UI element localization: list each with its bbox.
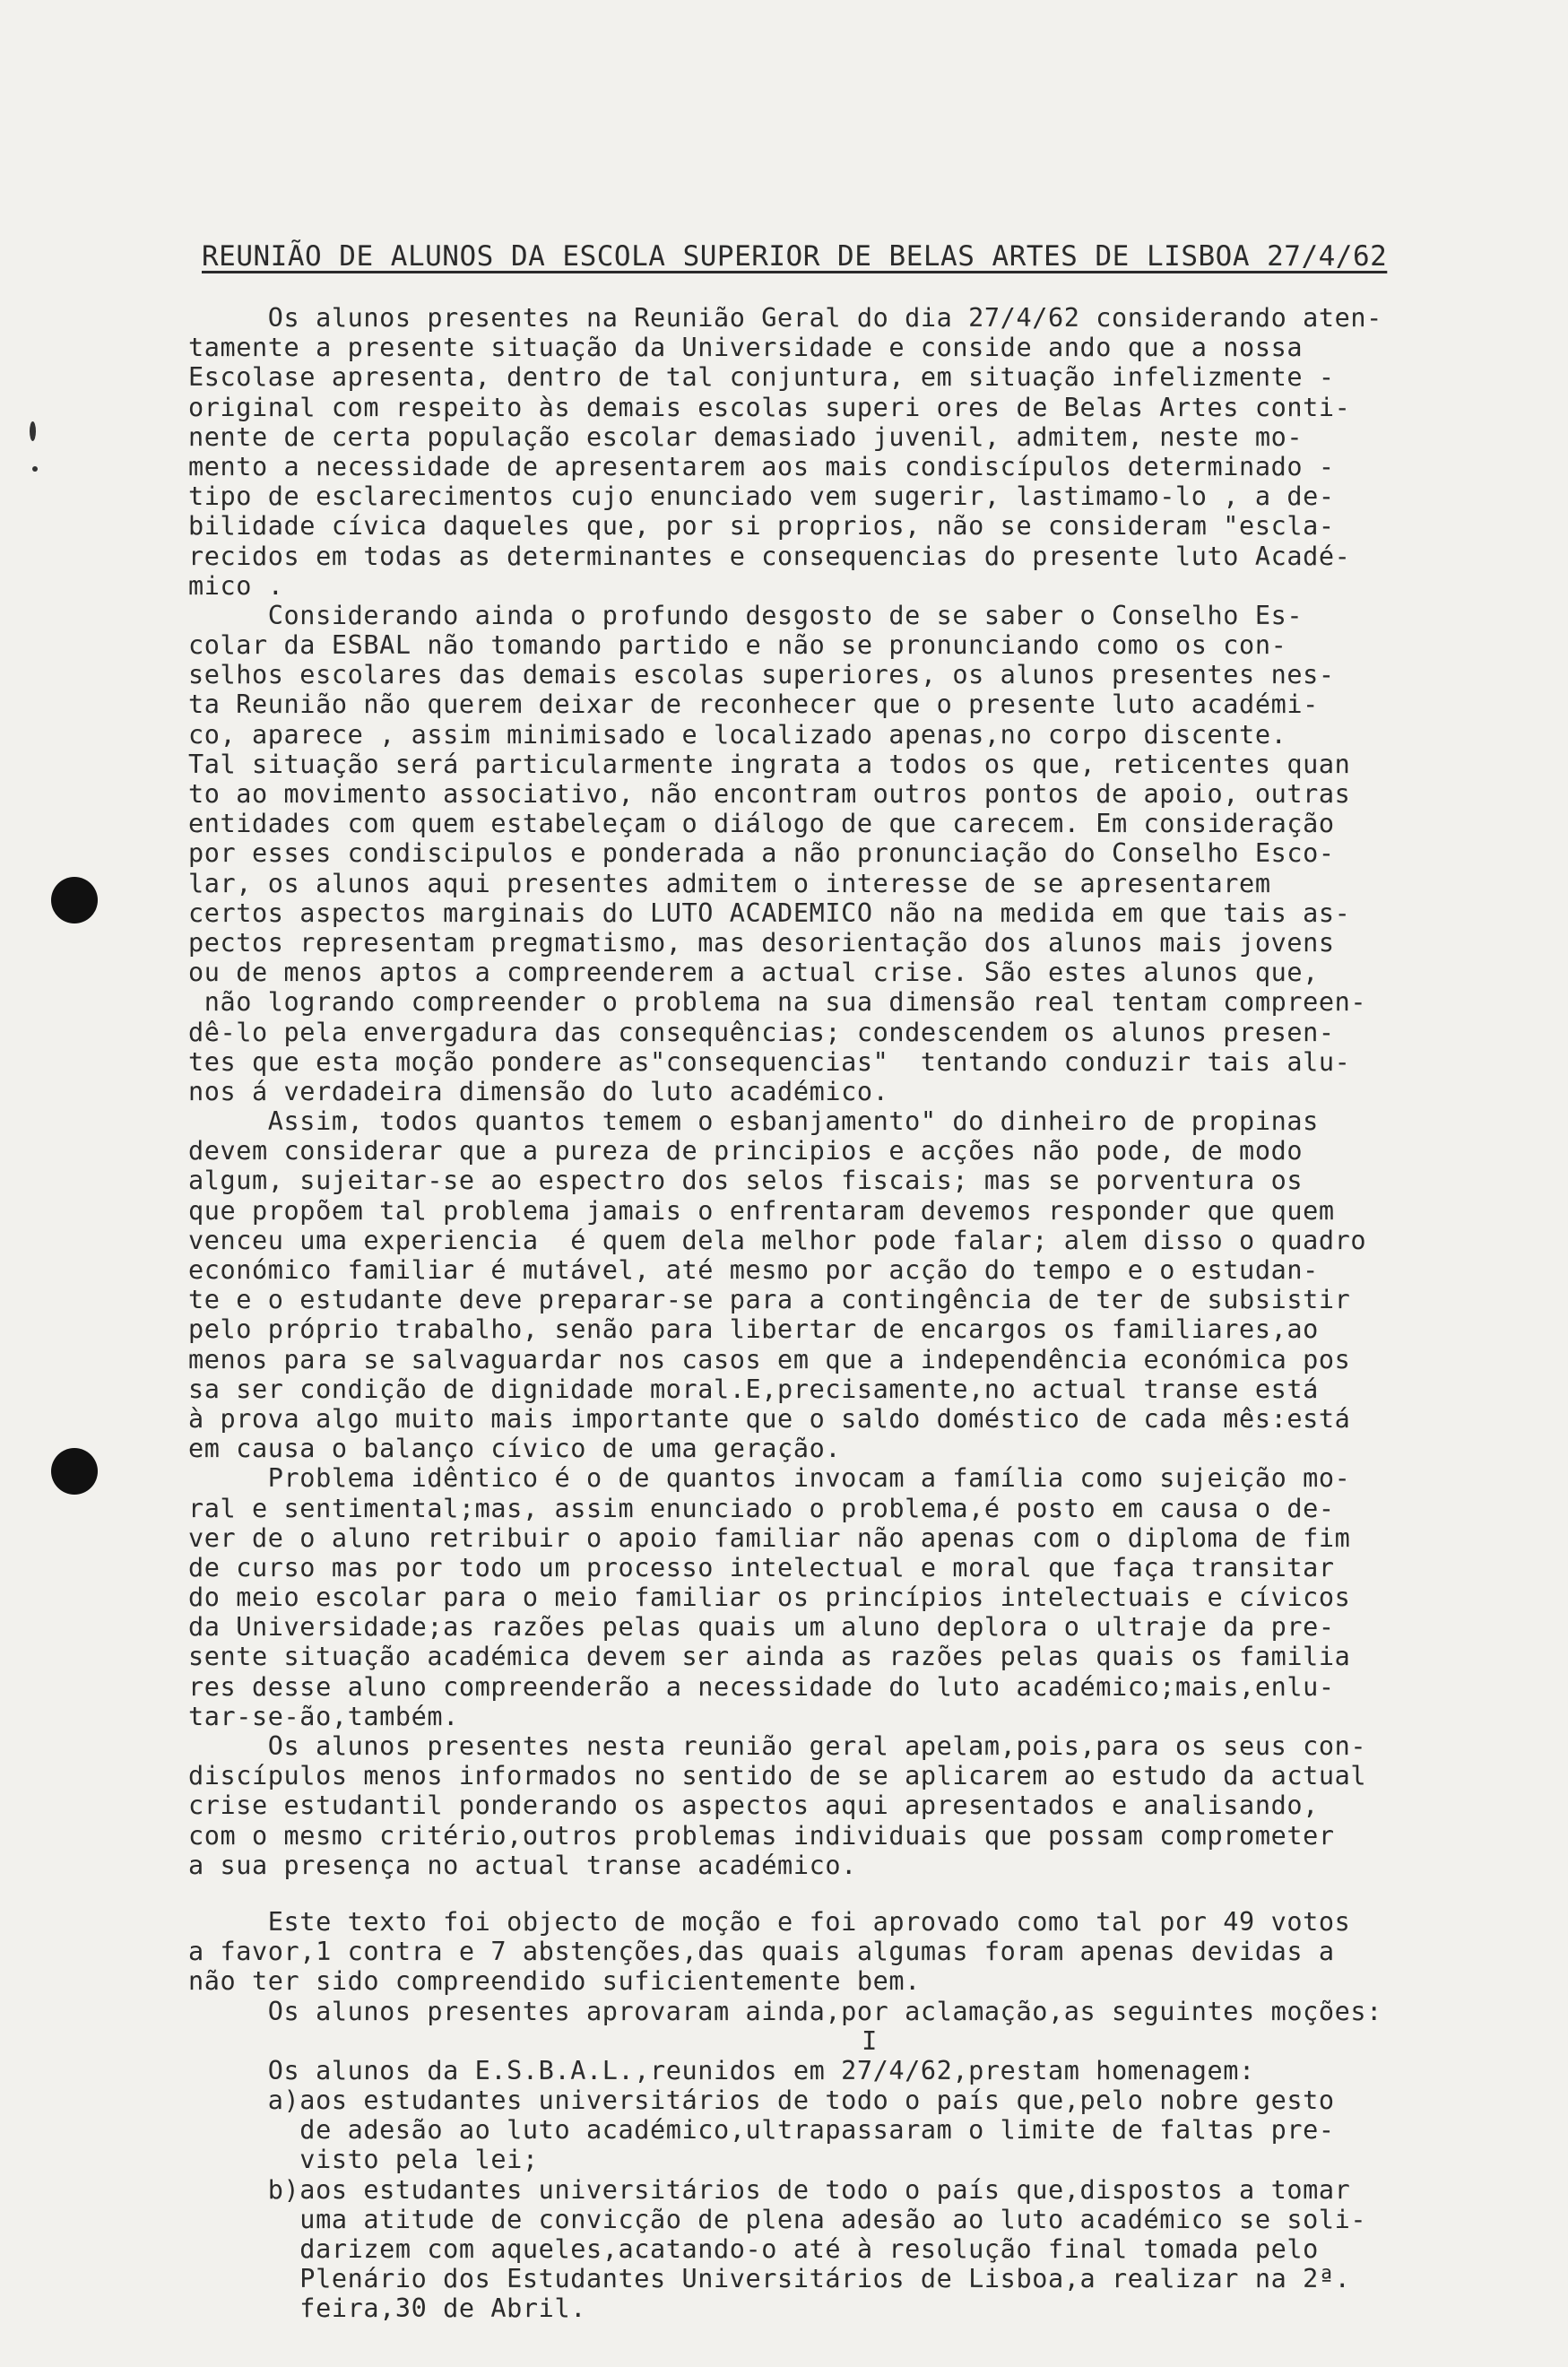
paragraph-1: [188, 303, 1551, 601]
text-line: recidos em todas as determinantes e consequencias do presente luto Acadé-: [188, 541, 1351, 571]
text-line: lar, os alunos aqui presentes admitem o interesse de se apresentarem: [188, 868, 1271, 898]
text-line: pectos representam pregmatismo, mas desorientação dos alunos mais jovens: [188, 927, 1335, 958]
text-line: tar-se-ão,também.: [188, 1701, 459, 1731]
text-line: Problema idêntico é o de quantos invocam a família como sujeição mo-: [188, 1463, 1351, 1494]
text-line: Assim, todos quantos temem o esbanjamento" do dinheiro de propinas: [188, 1106, 1319, 1137]
text-line: com o mesmo critério,outros problemas individuais que possam comprometer: [188, 1820, 1335, 1851]
punch-hole: [51, 877, 98, 923]
motion-number: I: [862, 2025, 878, 2056]
text-line: menos para se salvaguardar nos casos em que a independência económica pos: [188, 1344, 1351, 1374]
text-line: tes que esta moção pondere as"consequencias" tentando conduzir tais alu-: [188, 1046, 1351, 1077]
text-line: bilidade cívica daqueles que, por si proprios, não se consideram "escla-: [188, 511, 1335, 542]
motion-items: [188, 2085, 1551, 2324]
text-line: da Universidade;as razões pelas quais um aluno deplora o ultraje da pre-: [188, 1612, 1335, 1643]
text-line: mento a necessidade de apresentarem aos mais condiscípulos determinado -: [188, 451, 1335, 481]
text-line: co, aparece , assim minimisado e localizado apenas,no corpo discente.: [188, 719, 1287, 750]
ink-mark: [32, 466, 38, 472]
text-line: à prova algo muito mais importante que o saldo doméstico de cada mês:está: [188, 1403, 1351, 1434]
text-line: dê-lo pela envergadura das consequências; condescendem os alunos presen-: [188, 1017, 1335, 1047]
ink-mark: [30, 421, 36, 441]
text-line: por esses condiscipulos e ponderada a não pronunciação do Conselho Esco-: [188, 838, 1335, 869]
text-line: entidades com quem estabeleçam o diálogo de que carecem. Em consideração: [188, 809, 1335, 839]
text-line: não logrando compreender o problema na sua dimensão real tentam compreen-: [188, 987, 1367, 1018]
text-line: ou de menos aptos a compreenderem a actual crise. São estes alunos que,: [188, 958, 1319, 988]
text-line: colar da ESBAL não tomando partido e não se pronunciando como os con-: [188, 630, 1287, 661]
text-line: a)aos estudantes universitários de todo o país que,pelo nobre gesto: [188, 2085, 1335, 2116]
text-line: ta Reunião não querem deixar de reconhecer que o presente luto académi-: [188, 689, 1319, 720]
text-line: em causa o balanço cívico de uma geração.: [188, 1434, 842, 1464]
text-line: discípulos menos informados no sentido de se aplicarem ao estudo da actual: [188, 1761, 1367, 1791]
text-line: nos á verdadeira dimensão do luto académico.: [188, 1076, 889, 1106]
text-line: económico familiar é mutável, até mesmo por acção do tempo e o estudan-: [188, 1255, 1319, 1285]
text-line: b)aos estudantes universitários de todo o país que,dispostos a tomar: [188, 2174, 1351, 2205]
text-line: Os alunos presentes aprovaram ainda,por aclamação,as seguintes moções:: [188, 1996, 1382, 2026]
text-line: devem considerar que a pureza de principios e acções não pode, de modo: [188, 1136, 1304, 1166]
document-body: [188, 303, 1551, 2324]
text-line: tamente a presente situação da Universidade e conside ando que a nossa: [188, 333, 1304, 363]
text-line: uma atitude de convicção de plena adesão ao luto académico se soli-: [188, 2204, 1367, 2234]
text-line: Plenário dos Estudantes Universitários de Lisboa,a realizar na 2ª.: [188, 2264, 1351, 2294]
text-line: de curso mas por todo um processo intelectual e moral que faça transitar: [188, 1552, 1335, 1582]
text-line: Considerando ainda o profundo desgosto de se saber o Conselho Es-: [188, 600, 1304, 630]
text-line: Os alunos presentes nesta reunião geral apelam,pois,para os seus con-: [188, 1731, 1367, 1761]
text-line: a favor,1 contra e 7 abstenções,das quais algumas foram apenas devidas a: [188, 1937, 1335, 1967]
text-line: Este texto foi objecto de moção e foi aprovado como tal por 49 votos: [188, 1906, 1351, 1937]
text-line: Tal situação será particularmente ingrata a todos os que, reticentes quan: [188, 749, 1351, 779]
paragraph-4: [188, 1463, 1551, 1731]
text-line: tipo de esclarecimentos cujo enunciado vem sugerir, lastimamo-lo , a de-: [188, 481, 1335, 512]
text-line: original com respeito às demais escolas superi ores de Belas Artes conti-: [188, 392, 1351, 422]
text-line: to ao movimento associativo, não encontram outros pontos de apoio, outras: [188, 779, 1351, 809]
text-line: mico .: [188, 570, 284, 601]
text-line: sente situação académica devem ser ainda as razões pelas quais os familia: [188, 1642, 1351, 1672]
text-line: venceu uma experiencia é quem dela melhor pode falar; alem disso o quadro: [188, 1225, 1367, 1255]
text-line: Os alunos presentes na Reunião Geral do dia 27/4/62 considerando aten-: [188, 303, 1382, 333]
text-line: do meio escolar para o meio familiar os princípios intelectuais e cívicos: [188, 1582, 1351, 1613]
text-line: Escolase apresenta, dentro de tal conjuntura, em situação infelizmente -: [188, 362, 1335, 393]
text-line: te e o estudante deve preparar-se para a contingência de ter de subsistir: [188, 1285, 1351, 1315]
paragraph-5: [188, 1731, 1551, 1880]
text-line: de adesão ao luto académico,ultrapassaram o limite de faltas pre-: [188, 2115, 1335, 2146]
text-line: darizem com aqueles,acatando-o até à resolução final tomada pelo: [188, 2234, 1319, 2264]
paragraph-3: [188, 1106, 1551, 1463]
text-line: pelo próprio trabalho, senão para libertar de encargos os familiares,ao: [188, 1314, 1319, 1345]
text-line: nente de certa população escolar demasiado juvenil, admitem, neste mo-: [188, 421, 1304, 452]
text-line: que propõem tal problema jamais o enfrentaram devemos responder que quem: [188, 1195, 1335, 1226]
motion-intro: Os alunos da E.S.B.A.L.,reunidos em 27/4/62,prestam homenagem:: [188, 2055, 1255, 2085]
text-line: a sua presença no actual transe académico.: [188, 1850, 857, 1880]
text-line: sa ser condição de dignidade moral.E,precisamente,no actual transe está: [188, 1374, 1319, 1404]
text-line: feira,30 de Abril.: [188, 2293, 586, 2324]
text-line: certos aspectos marginais do LUTO ACADEMICO não na medida em que tais as-: [188, 897, 1351, 928]
text-line: selhos escolares das demais escolas superiores, os alunos presentes nes-: [188, 660, 1335, 690]
vote-paragraph: [188, 1907, 1551, 2026]
paragraph-2: [188, 601, 1551, 1106]
punch-hole: [51, 1448, 98, 1495]
text-line: ral e sentimental;mas, assim enunciado o problema,é posto em causa o de-: [188, 1493, 1335, 1523]
text-line: não ter sido compreendido suficientemente bem.: [188, 1966, 921, 1997]
text-line: visto pela lei;: [188, 2145, 539, 2175]
text-line: ver de o aluno retribuir o apoio familiar não apenas com o diploma de fim: [188, 1522, 1351, 1553]
text-line: crise estudantil ponderando os aspectos aqui apresentados e analisando,: [188, 1790, 1319, 1821]
text-line: algum, sujeitar-se ao espectro dos selos fiscais; mas se porventura os: [188, 1166, 1304, 1196]
page-title: REUNIÃO DE ALUNOS DA ESCOLA SUPERIOR DE BELAS ARTES DE LISBOA 27/4/62: [202, 240, 1388, 273]
text-line: res desse aluno compreenderão a necessidade do luto académico;mais,enlu-: [188, 1671, 1335, 1702]
